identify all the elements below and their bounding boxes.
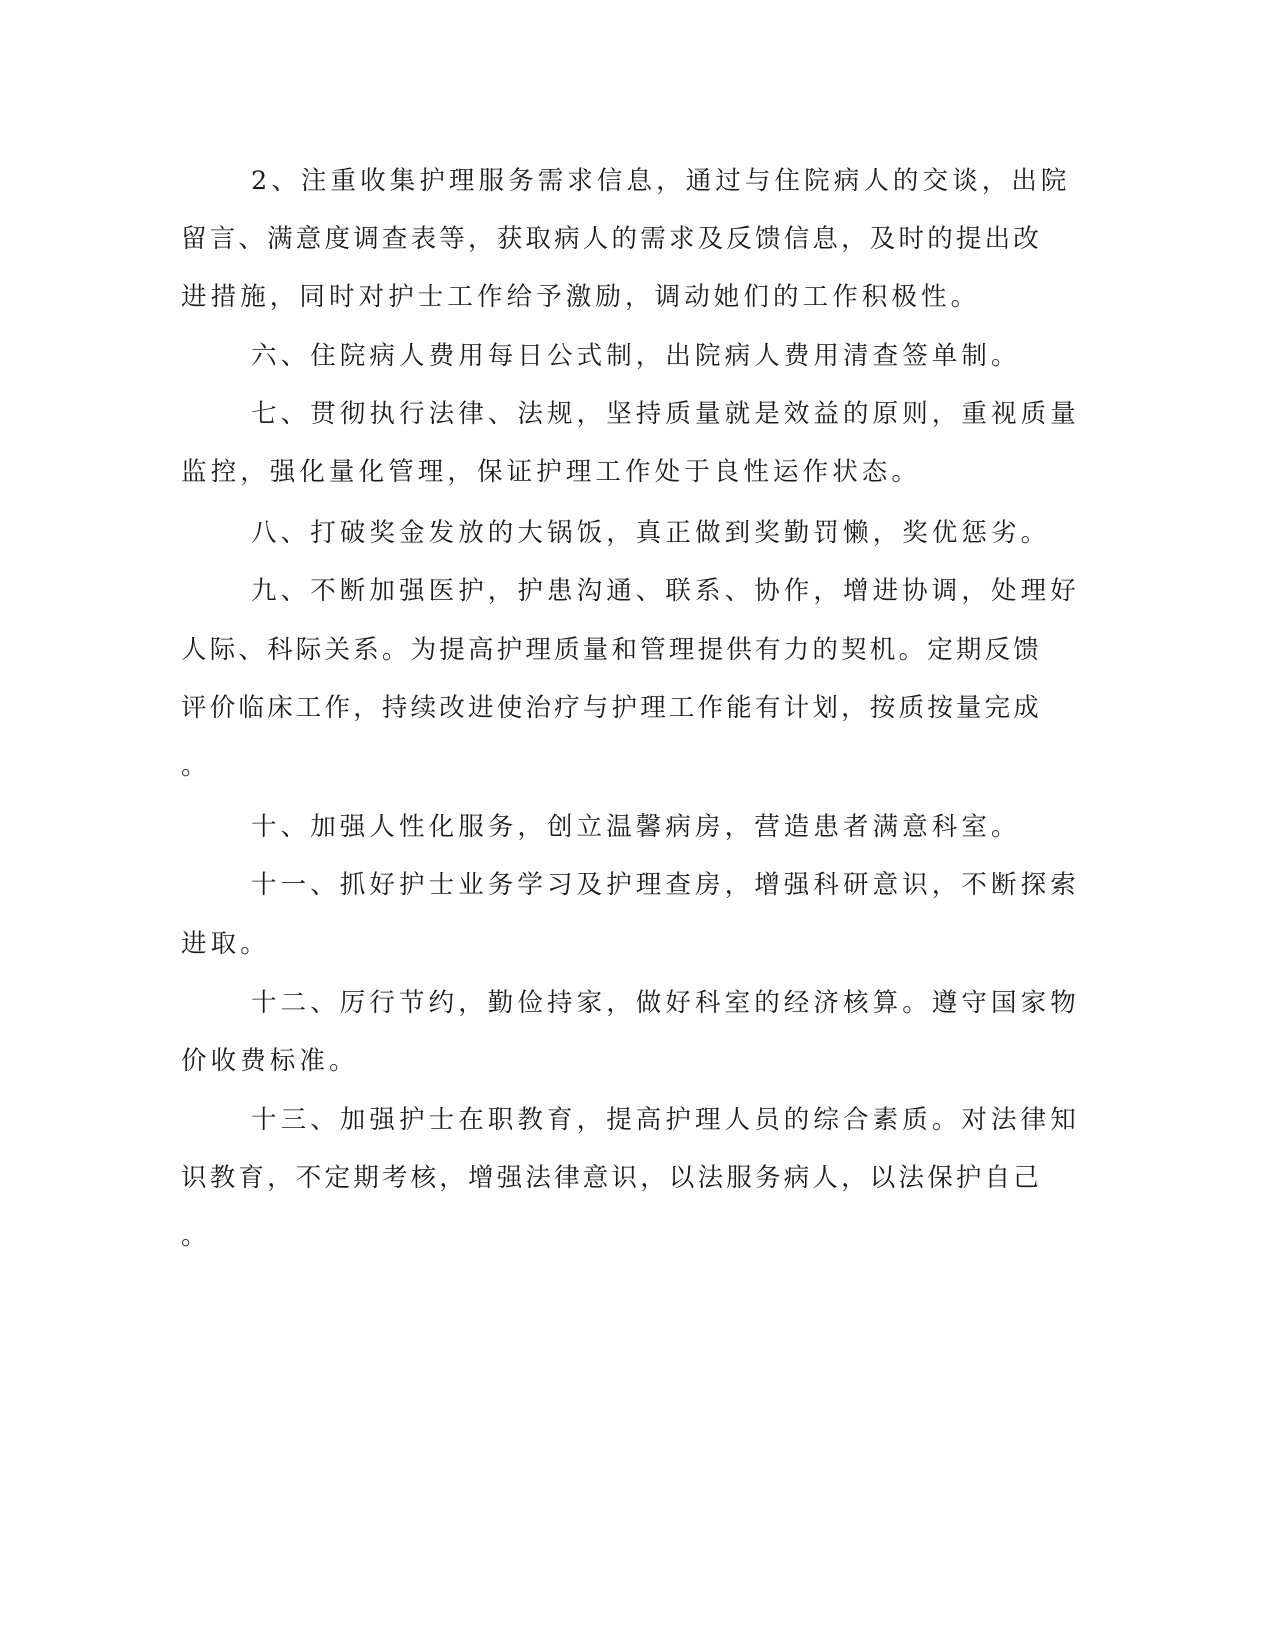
paragraph-11-line-1: 十一、抓好护士业务学习及护理查房，增强科研意识，不断探索 [251, 870, 1080, 900]
paragraph-9-line-1: 九、不断加强医护，护患沟通、联系、协作，增进协调，处理好 [251, 576, 1080, 606]
paragraph-11-line-2: 进取。 [181, 929, 270, 959]
paragraph-13-line-3: 。 [181, 1221, 207, 1251]
paragraph-2-line-2: 留言、满意度调查表等，获取病人的需求及反馈信息，及时的提出改 [181, 224, 1043, 254]
paragraph-9-line-2: 人际、科际关系。为提高护理质量和管理提供有力的契机。定期反馈 [181, 635, 1043, 665]
paragraph-13-line-1: 十三、加强护士在职教育，提高护理人员的综合素质。对法律知 [251, 1105, 1080, 1135]
paragraph-13-line-2: 识教育，不定期考核，增强法律意识，以法服务病人，以法保护自己 [181, 1163, 1043, 1193]
paragraph-8-line-1: 八、打破奖金发放的大锅饭，真正做到奖勤罚懒，奖优惩劣。 [251, 518, 1051, 548]
paragraph-2-line-3: 进措施，同时对护士工作给予激励，调动她们的工作积极性。 [181, 282, 981, 312]
paragraph-2-line-1: 2、注重收集护理服务需求信息，通过与住院病人的交谈，出院 [251, 166, 1071, 196]
paragraph-7-line-2: 监控，强化量化管理，保证护理工作处于良性运作状态。 [181, 457, 922, 487]
paragraph-12-line-1: 十二、厉行节约，勤俭持家，做好科室的经济核算。遵守国家物 [251, 988, 1080, 1018]
paragraph-10-line-1: 十、加强人性化服务，创立温馨病房，营造患者满意科室。 [251, 812, 1021, 842]
paragraph-12-line-2: 价收费标准。 [181, 1046, 359, 1076]
paragraph-9-line-4: 。 [181, 751, 207, 781]
paragraph-6-line-1: 六、住院病人费用每日公式制，出院病人费用清查签单制。 [251, 341, 1021, 371]
paragraph-7-line-1: 七、贯彻执行法律、法规，坚持质量就是效益的原则，重视质量 [251, 399, 1080, 429]
paragraph-9-line-3: 评价临床工作，持续改进使治疗与护理工作能有计划，按质按量完成 [181, 693, 1043, 723]
